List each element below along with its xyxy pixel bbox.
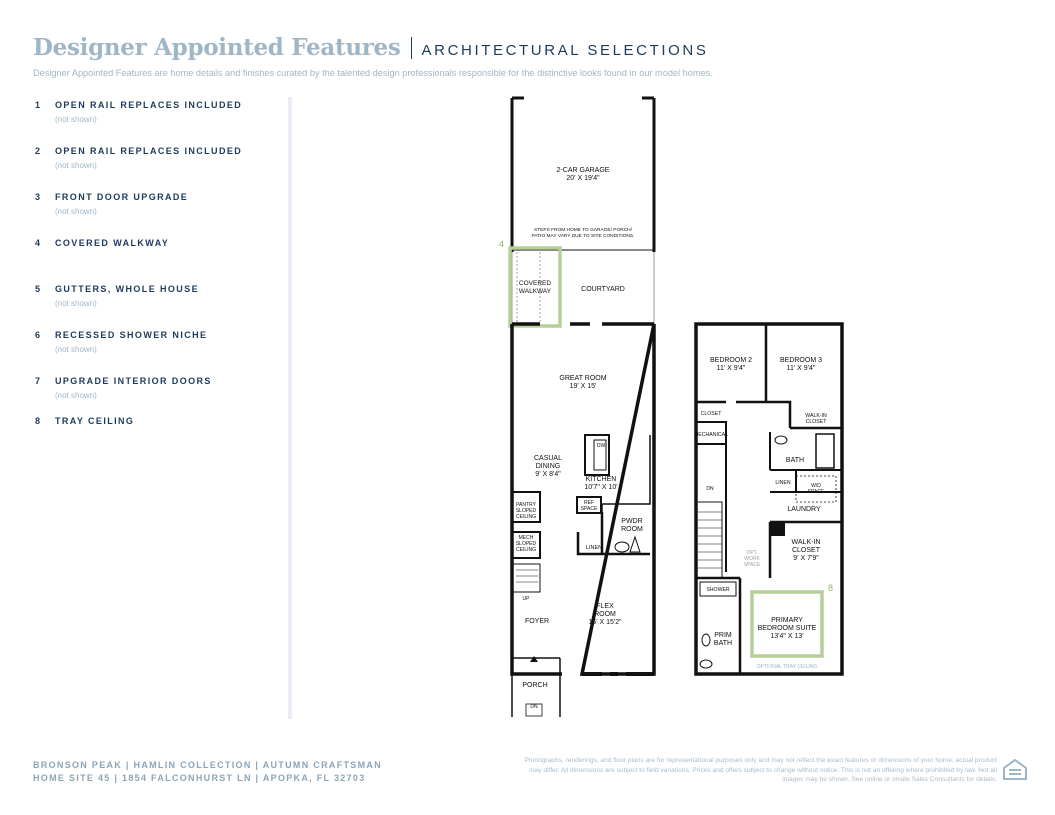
stair-treads [516,570,538,582]
feature-note: (not shown) [55,391,97,400]
pantry-label-2: SLOPED [515,508,537,514]
prim-toilet-icon [700,660,712,668]
feature-number: 2 [35,146,41,156]
toilet-icon [615,542,629,552]
dw-label: DW [596,443,606,449]
feature-number: 7 [35,376,41,386]
porch-label: PORCH [522,682,548,689]
linen2-label: LINEN [775,480,791,486]
casual-label-2: DINING [535,463,561,470]
opt-work-label-2: WORK [744,556,760,562]
feature-note: (not shown) [55,115,97,124]
bath-label: BATH [785,457,805,464]
kitchen-island [585,435,609,475]
ref-label-1: REF [584,500,594,506]
second-floor-outer-walls [693,324,842,674]
tray-ceiling-highlight [752,592,822,656]
section-label: ARCHITECTURAL SELECTIONS [421,42,709,59]
walkway-label-2: WALKWAY [518,288,552,295]
courtyard-label: COURTYARD [581,286,625,293]
kitchen-label: KITCHEN [585,476,617,483]
pwdr-label-1: PWDR [621,518,643,525]
primary-label-1: PRIMARY [771,617,803,624]
feature-number: 4 [35,238,41,248]
floor-plan [490,92,850,724]
bathtub [816,434,834,468]
opt-work-label-1: OPT. [746,550,758,556]
walkin-label-1: WALK-IN [805,413,827,419]
primary-dims: 13'4" X 13' [770,633,804,640]
garage-note-1: STEPS FROM HOME TO GARAGE/ PORCH/ [534,228,632,233]
casual-dims: 9' X 8'4" [535,471,561,478]
footer-disclaimer: Photographs, renderings, and floor plans are for representational purposes only and may not reflect the exact features or dimensions of your home; actual product may differ. All dimensions are subject to field variations. Prices and offers subject to change without notice. This is not an offering where prohibited by law. Not all images may be shown. See online or onsite Sales Consultants for details. [524,757,997,783]
callout-8: 8 [828,583,834,593]
feature-number: 8 [35,416,41,426]
feature-note: (not shown) [55,345,97,354]
bedroom3-dims: 11' X 9'4" [786,365,816,372]
bath-sink-icon [775,436,787,444]
great-room-dims: 19' X 15' [569,383,597,390]
flex-label-1: FLEX [596,603,614,610]
feature-note: (not shown) [55,207,97,216]
bedroom2-dims: 11' X 9'4" [716,365,746,372]
first-floor-plan [499,98,654,717]
pantry-label-1: PANTRY [516,502,536,508]
porch-dn-label: DN [530,704,538,710]
stair-treads-upper [698,512,722,568]
flex-label-2: ROOM [594,611,616,618]
wd-label-1: W/D [811,483,821,489]
wd-label-2: SPACE [807,489,825,495]
page-title: Designer Appointed Features [33,34,401,61]
title-divider [411,37,412,59]
bedroom2-label: BEDROOM 2 [709,357,753,364]
footer-line-2: HOME SITE 45 | 1854 FALCONHURST LN | APOPKA, FL 32703 [33,773,366,783]
walkin-label-2: CLOSET [805,419,827,425]
great-room-label: GREAT ROOM [559,375,607,382]
dn2-label: DN [706,486,714,492]
footer-address [33,759,382,785]
flex-dims: 16' X 15'2" [588,619,622,626]
equal-housing-opportunity-icon [1002,757,1028,783]
sink-icon [630,537,640,552]
prim-bath-label-1: PRIM [714,632,732,639]
garage-label: 2-CAR GARAGE [556,167,610,174]
stairs-upper [698,502,722,578]
prim-bath-sink-icon [702,634,710,646]
feature-label: GUTTERS, WHOLE HOUSE [55,284,200,294]
feature-label: FRONT DOOR UPGRADE [55,192,189,202]
primary-label-2: BEDROOM SUITE [757,625,817,632]
linen-label: LINEN [585,545,603,551]
feature-note: (not shown) [55,161,97,170]
feature-number: 5 [35,284,41,294]
prim-bath-label-2: BATH [713,640,733,647]
walkin2-label-2: CLOSET [791,547,821,554]
stairs [512,564,540,592]
pantry-label-3: CEILING [515,514,537,520]
callout-4: 4 [499,239,505,249]
mechanical-label: MECHANICAL [693,432,729,438]
kitchen-dims: 10'7" X 10' [584,484,618,491]
walkin2-label-1: WALK-IN [791,539,821,546]
garage-dims: 20' X 19'4" [566,175,600,182]
closet-label: CLOSET [700,411,722,417]
footer-line-1: BRONSON PEAK | HAMLIN COLLECTION | AUTUMN CRAFTSMAN [33,760,382,770]
shower-label: SHOWER [706,587,730,593]
feature-number: 3 [35,192,41,202]
walkin2-dims: 9' X 7'9" [793,555,819,562]
feature-number: 6 [35,330,41,340]
feature-label: TRAY CEILING [55,416,135,426]
foyer-label: FOYER [524,618,550,625]
casual-label-1: CASUAL [533,455,563,462]
title-row [33,34,1033,61]
feature-label: OPEN RAIL REPLACES INCLUDED [55,146,243,156]
tray-ceiling-label: OPTIONAL TRAY CEILING [756,664,818,670]
bedroom3-label: BEDROOM 3 [779,357,823,364]
second-floor-plan [694,324,842,674]
garage-note-2: PATIO MAY VARY DUE TO SITE CONDITIONS. [531,234,635,239]
walkway-label-1: COVERED [518,280,552,287]
up-label: UP [522,596,530,602]
feature-label: OPEN RAIL REPLACES INCLUDED [55,100,243,110]
mech-label-2: SLOPED [515,541,537,547]
feature-label: RECESSED SHOWER NICHE [55,330,208,340]
ref-label-2: SPACE [580,506,598,512]
column-divider [288,97,292,719]
mech-label-1: MECH [518,535,534,541]
opt-work-label-3: SPACE [743,562,761,568]
feature-note: (not shown) [55,299,97,308]
feature-number: 1 [35,100,41,110]
feature-label: UPGRADE INTERIOR DOORS [55,376,212,386]
mech-label-3: CEILING [515,547,537,553]
feature-label: COVERED WALKWAY [55,238,170,248]
laundry-label: LAUNDRY [787,506,821,513]
page-header [33,34,1033,78]
door-arrow-icon [530,656,538,662]
covered-walkway-highlight [510,248,560,326]
page-description: Designer Appointed Features are home details and finishes curated by the talented design professionals responsible for the distinctive looks found in our model homes. [33,68,713,78]
pwdr-label-2: ROOM [621,526,643,533]
column-block [771,522,785,536]
